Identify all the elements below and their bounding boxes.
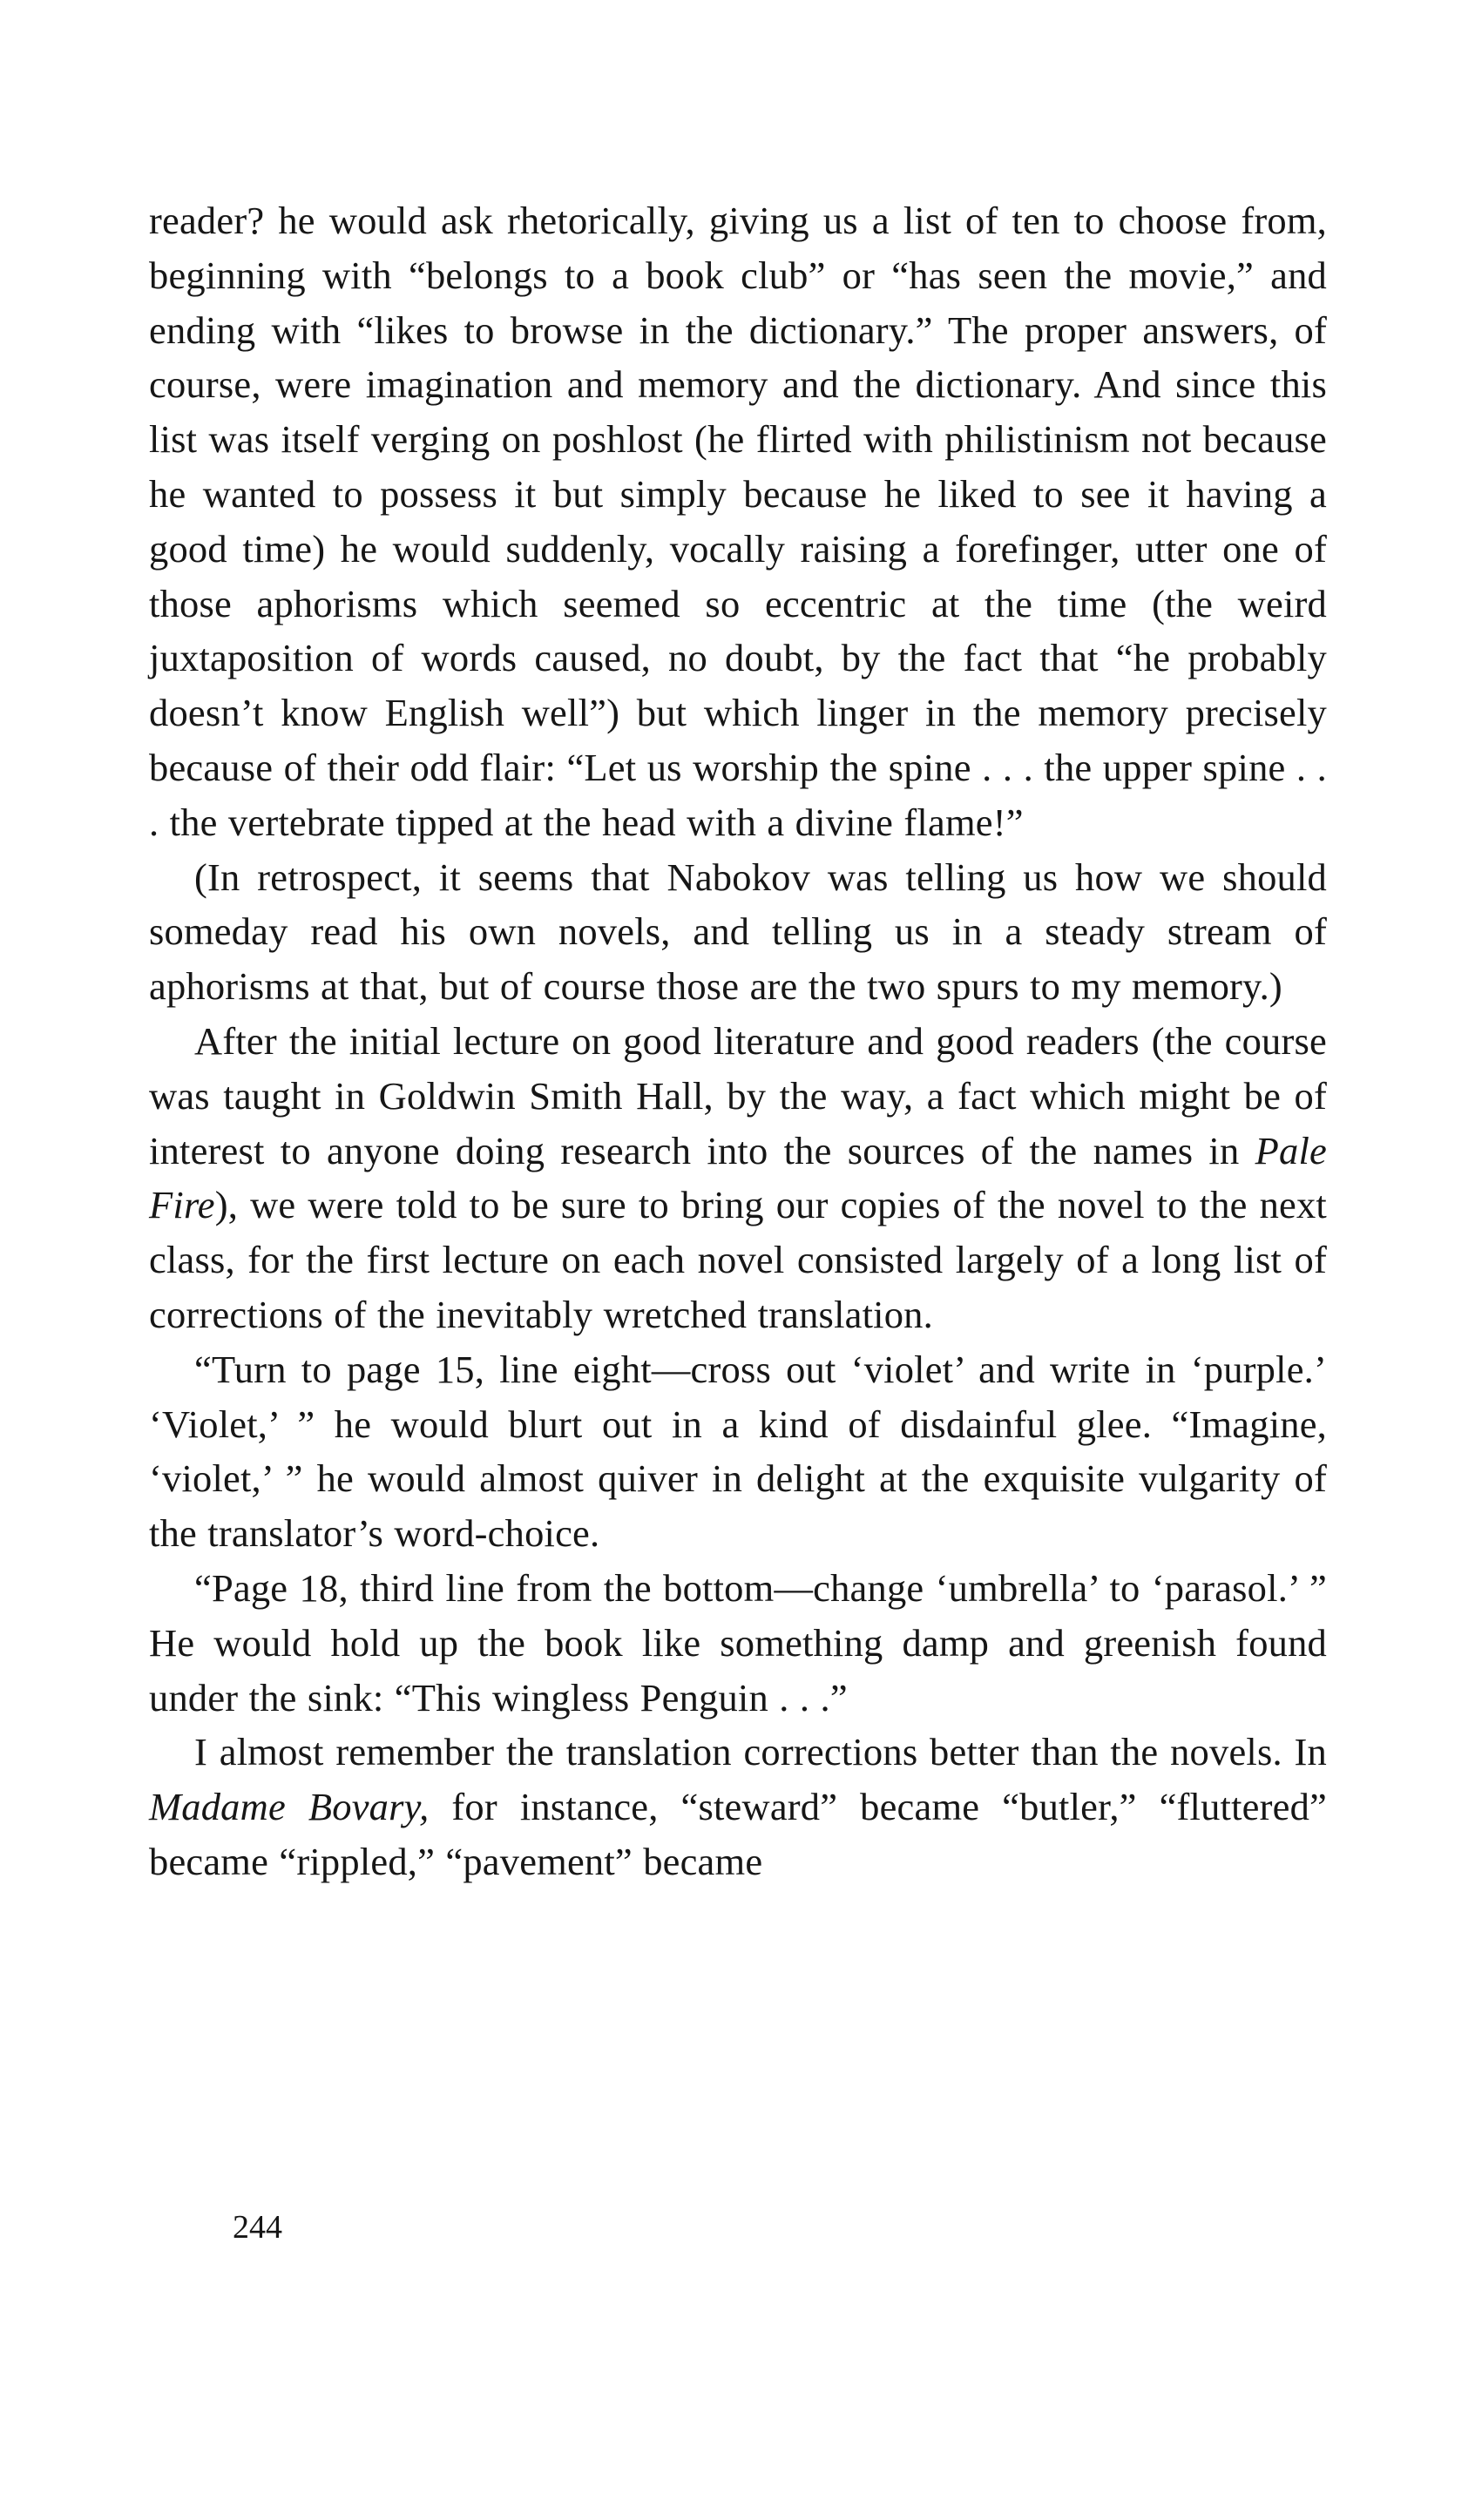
paragraph-1: reader? he would ask rhetorically, giving us a list of ten to choose from, beginning with “belongs to a book club” or “has seen the movie,” and ending with “likes to browse in the dictionary.” The proper answers, of course, were imagination and memory and the dictionary. And since this list was itself verging on poshlost (he flirted with philistinism not because he wanted to possess it but simply because he liked to see it having a good time) he would suddenly, vocally raising a forefinger, utter one of those aphorisms which seemed so eccentric at the time (the weird juxtaposition of words caused, no doubt, by the fact that “he probably doesn’t know English well”) but which linger in the memory precisely because of their odd flair: “Let us worship the spine . . . the upper spine . . . the vertebrate tipped at the head with a divine flame!”: [149, 199, 1327, 844]
book-title-pale-fire: Pale Fire: [149, 1128, 1327, 1227]
book-title-madame-bovary: Madame Bovary,: [149, 1785, 430, 1829]
paragraph-6-text-start: I almost remember the translation corrections better than the novels. In: [194, 1730, 1327, 1774]
paragraph-3-text-end: ), we were told to be sure to bring our copies of the novel to the next class, for the first lecture on each novel consisted largely of a long list of corrections of the inevitably wretched translation.: [149, 1183, 1327, 1336]
paragraph-6-text-end: for instance, “steward” became “butler,” “fluttered” became “rippled,” “pavement” became: [149, 1785, 1327, 1883]
paragraph-4: “Turn to page 15, line eight—cross out ‘violet’ and write in ‘purple.’ ‘Violet,’ ” he would blurt out in a kind of disdainful glee. “Imagine, ‘violet,’ ” he would almost quiver in delight at the exquisite vulgarity of the translator’s word-choice.: [149, 1347, 1327, 1556]
body-text: [149, 193, 1327, 1889]
paragraph-6: [149, 1725, 1327, 1888]
paragraph-2: (In retrospect, it seems that Nabokov was telling us how we should someday read his own novels, and telling us in a steady stream of aphorisms at that, but of course those are the two spurs to my memory.): [149, 855, 1327, 1009]
page-number: 244: [233, 2209, 282, 2246]
paragraph-5: “Page 18, third line from the bottom—change ‘umbrella’ to ‘parasol.’ ” He would hold up the book like something damp and greenish found under the sink: “This wingless Penguin . . .”: [149, 1565, 1327, 1719]
paragraph-3: [149, 1014, 1327, 1342]
paragraph-3-text-start: After the initial lecture on good literature and good readers (the course was taught in Goldwin Smith Hall, by the way, a fact which might be of interest to anyone doing research into the sources of the names in: [149, 1018, 1327, 1172]
